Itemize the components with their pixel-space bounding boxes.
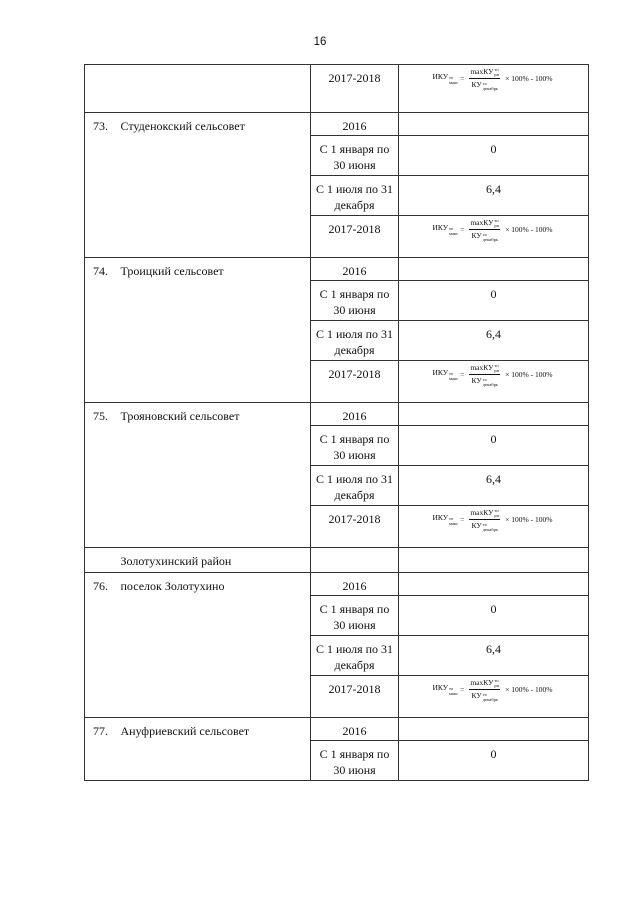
formula-cell (399, 506, 589, 548)
name-cell: поселок Золотухино (119, 573, 311, 718)
table-row (85, 258, 589, 281)
period-cell: С 1 января по 30 июня (311, 136, 399, 176)
table-row (85, 718, 589, 741)
value-cell: 0 (399, 426, 589, 466)
price-index-formula: ИКУ то макс = maxКУ то рп КУ то декабрь × 100% - 100% (432, 218, 553, 242)
table-row (85, 573, 589, 596)
name-cell: Ануфриевский сельсовет (119, 718, 311, 781)
page-number: 16 (313, 36, 327, 48)
value-cell (399, 113, 589, 136)
period-cell: 2016 (311, 573, 399, 596)
value-cell: 6,4 (399, 636, 589, 676)
value-cell (399, 403, 589, 426)
value-cell (399, 718, 589, 741)
period-cell: С 1 июля по 31 декабря (311, 636, 399, 676)
number-cell: 77. (85, 718, 119, 781)
period-cell: 2016 (311, 258, 399, 281)
value-cell: 0 (399, 596, 589, 636)
number-cell (85, 548, 119, 573)
tariff-table (84, 64, 589, 781)
value-cell: 0 (399, 281, 589, 321)
name-cell (119, 65, 311, 113)
period-cell: С 1 января по 30 июня (311, 596, 399, 636)
price-index-formula: ИКУ то макс = maxКУ то рп КУ то декабрь × 100% - 100% (432, 363, 553, 387)
period-cell: 2017-2018 (311, 65, 399, 113)
period-cell: 2016 (311, 113, 399, 136)
number-cell (85, 65, 119, 113)
period-cell (311, 548, 399, 573)
value-cell: 6,4 (399, 466, 589, 506)
value-cell: 6,4 (399, 321, 589, 361)
price-index-formula: ИКУ то макс = maxКУ то рп КУ то декабрь × 100% - 100% (432, 508, 553, 532)
value-cell (399, 548, 589, 573)
period-cell: С 1 января по 30 июня (311, 741, 399, 781)
number-cell: 73. (85, 113, 119, 258)
price-index-formula: ИКУ то макс = maxКУ то рп КУ то декабрь × 100% - 100% (432, 67, 553, 91)
table-row (85, 548, 589, 573)
formula-cell (399, 676, 589, 718)
period-cell: 2017-2018 (311, 506, 399, 548)
period-cell: 2017-2018 (311, 361, 399, 403)
value-cell: 0 (399, 136, 589, 176)
period-cell: 2017-2018 (311, 216, 399, 258)
value-cell: 6,4 (399, 176, 589, 216)
number-cell: 75. (85, 403, 119, 548)
price-index-formula: ИКУ то макс = maxКУ то рп КУ то декабрь × 100% - 100% (432, 678, 553, 702)
region-cell (119, 548, 311, 573)
formula-cell (399, 65, 589, 113)
value-cell: 0 (399, 741, 589, 781)
name-cell: Студенокский сельсовет (119, 113, 311, 258)
formula-cell (399, 361, 589, 403)
period-cell: С 1 июля по 31 декабря (311, 176, 399, 216)
name-cell: Троицкий сельсовет (119, 258, 311, 403)
period-cell: 2017-2018 (311, 676, 399, 718)
table-row (85, 65, 589, 113)
number-cell: 74. (85, 258, 119, 403)
name-cell: Трояновский сельсовет (119, 403, 311, 548)
period-cell: С 1 июля по 31 декабря (311, 466, 399, 506)
table-row (85, 403, 589, 426)
period-cell: С 1 июля по 31 декабря (311, 321, 399, 361)
period-cell: С 1 января по 30 июня (311, 281, 399, 321)
value-cell (399, 258, 589, 281)
number-cell: 76. (85, 573, 119, 718)
formula-cell (399, 216, 589, 258)
period-cell: 2016 (311, 718, 399, 741)
value-cell (399, 573, 589, 596)
period-cell: С 1 января по 30 июня (311, 426, 399, 466)
region-title: Золотухинский район (120, 554, 232, 568)
period-cell: 2016 (311, 403, 399, 426)
table-row (85, 113, 589, 136)
